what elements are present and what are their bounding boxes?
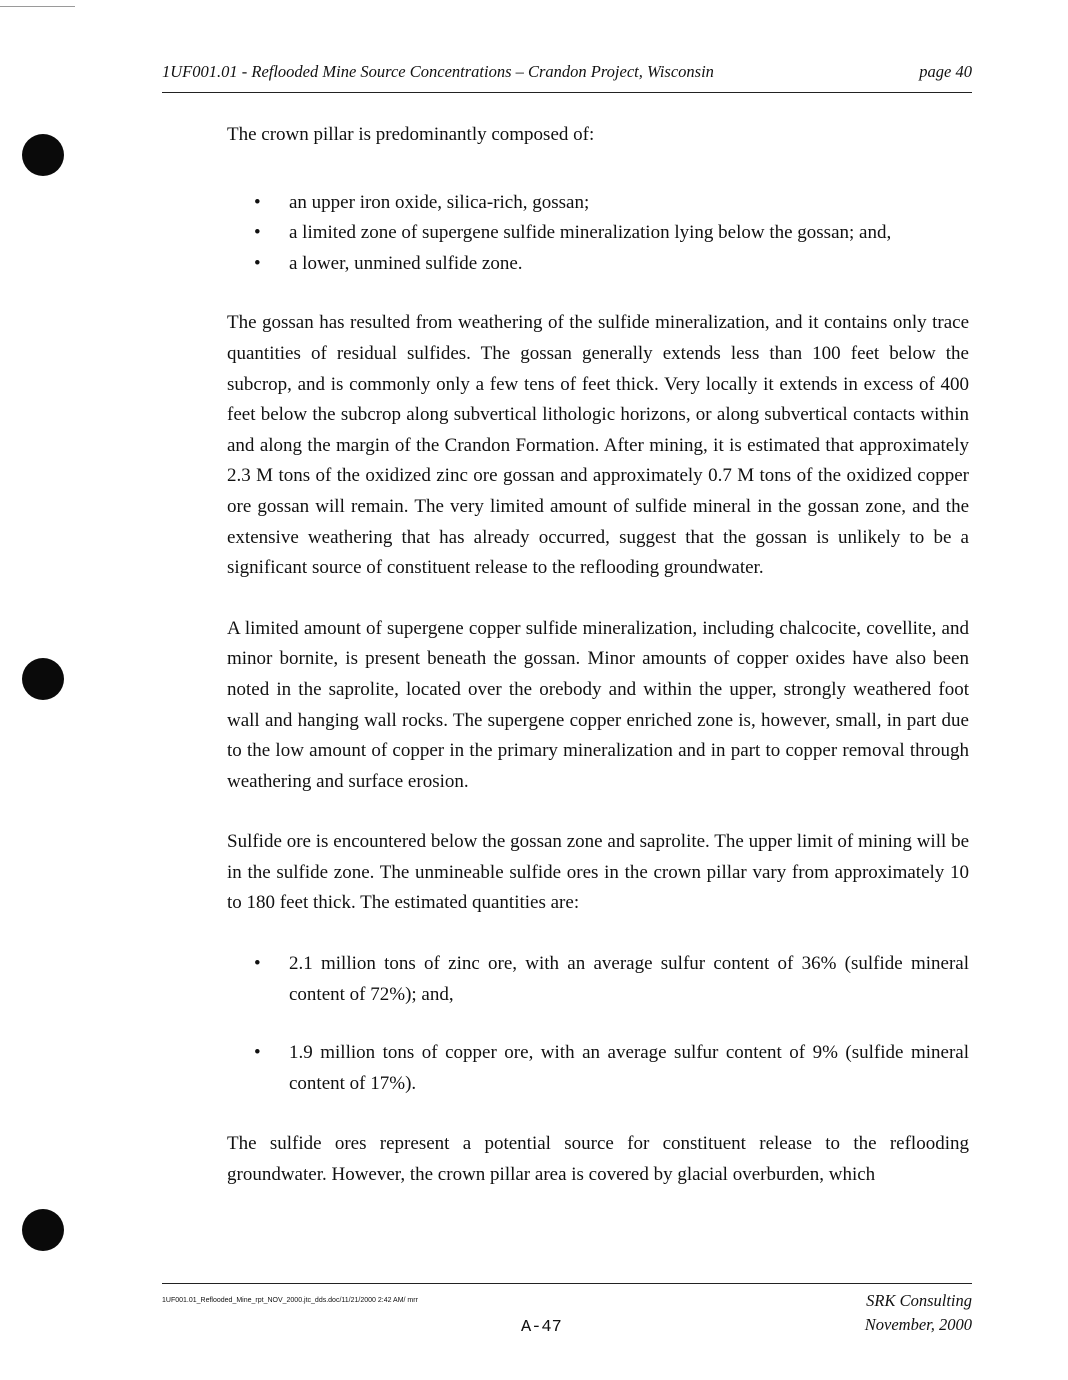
paragraph-intro: The crown pillar is predominantly composed of: [227,124,595,145]
bullet: • [254,252,261,274]
bullet: • [254,1042,261,1064]
punch-hole-bottom [22,1209,64,1251]
footer-firm-name: SRK Consulting [866,1291,972,1310]
list-item-text: a lower, unmined sulfide zone. [289,252,523,274]
bullet: • [254,222,261,244]
list-item [227,249,969,280]
bullet: • [254,953,261,975]
footer-file-info: 1UF001.01_Reflooded_Mine_rpt_NOV_2000.jtc_dds.doc/11/21/2000 2:42 AM/ mrr [162,1297,418,1304]
paragraph-sulfide-ore: Sulfide ore is encountered below the gossan zone and saprolite. The upper limit of mining will be in the sulfide zone. The unmineable sulfide ores in the crown pillar vary from approximately 10 to 180 feet thick. The estimated quantities are: [227,831,969,914]
header-title: 1UF001.01 - Reflooded Mine Source Concentrations – Crandon Project, Wisconsin [162,62,714,81]
document-body [227,120,969,1191]
paragraph-gossan: The gossan has resulted from weathering of the sulfide mineralization, and it contains only trace quantities of residual sulfides. The gossan generally extends less than 100 feet below the subcrop, and is commonly only a few tens of feet thick. Very locally it extends in excess of 400 feet below the subcrop along subvertical lithologic horizons, or along subvertical contacts within and along the margin of the Crandon Formation. After mining, it is estimated that approximately 2.3 M tons of the oxidized zinc ore gossan and approximately 0.7 M tons of the oxidized copper ore gossan will remain. The very limited amount of sulfide mineral in the gossan zone, and the extensive weathering that has already occurred, suggest that the gossan is unlikely to be a significant source of constituent release to the reflooding groundwater. [227,312,969,579]
scan-edge-line [0,6,75,7]
paragraph-supergene: A limited amount of supergene copper sulfide mineralization, including chalcocite, covellite, and minor bornite, is present beneath the gossan. Minor amounts of copper oxides have also been noted in the saprolite, located over the orebody and within the upper, strongly weathered foot wall and hanging wall rocks. The supergene copper enriched zone is, however, small, in part due to the low amount of copper in the primary mineralization and in part to copper removal through weathering and surface erosion. [227,617,969,792]
list-item [227,949,969,1010]
list-item-text: a limited zone of supergene sulfide mineralization lying below the gossan; and, [289,222,892,244]
punch-hole-middle [22,658,64,700]
footer-firm-block [865,1289,972,1337]
quantities-list [227,949,969,1099]
composition-list [227,188,969,280]
list-item [227,188,969,219]
list-item [227,218,969,249]
list-item [227,1038,969,1099]
header-page-label: page 40 [919,62,972,81]
punch-hole-top [22,134,64,176]
paragraph-sulfide-source: The sulfide ores represent a potential source for constituent release to the reflooding groundwater. However, the crown pillar area is covered by glacial overburden, which [227,1133,969,1186]
footer-date: November, 2000 [864,1315,972,1334]
bullet: • [254,191,261,213]
list-item-text: 2.1 million tons of zinc ore, with an average sulfur content of 36% (sulfide mineral content of 72%); and, [289,953,969,1005]
list-item-text: an upper iron oxide, silica-rich, gossan; [289,191,590,213]
footer-rule [162,1283,972,1284]
footer-page-number: A-47 [521,1318,562,1337]
list-item-text: 1.9 million tons of copper ore, with an average sulfur content of 9% (sulfide mineral content of 17%). [289,1042,969,1094]
page-header [162,62,972,93]
